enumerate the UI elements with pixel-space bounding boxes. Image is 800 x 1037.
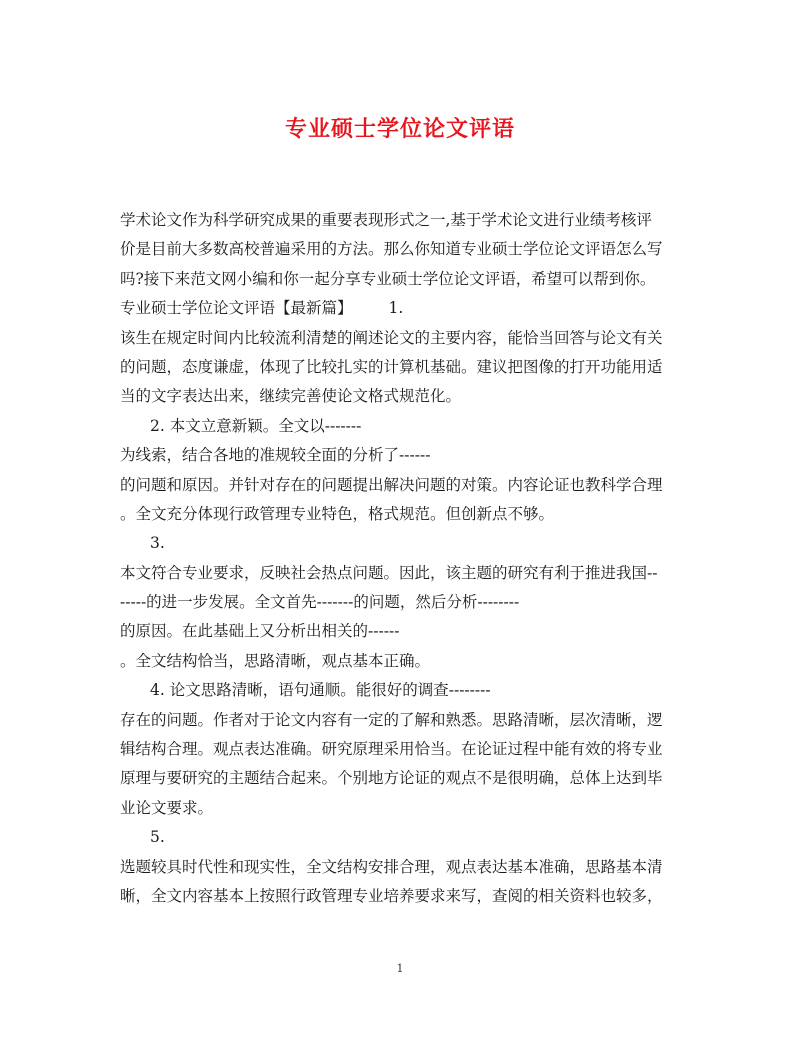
paragraph-line: 选题较具时代性和现实性，全文结构安排合理，观点表达基本准确，思路基本清	[120, 857, 663, 876]
paragraph-line: 。全文结构恰当，思路清晰，观点基本正确。	[120, 651, 431, 670]
paragraph-line: 价是目前大多数高校普遍采用的方法。那么你知道专业硕士学位论文评语怎么写	[120, 240, 663, 259]
heading-line	[120, 294, 682, 323]
paragraph-line: 该生在规定时间内比较流利清楚的阐述论文的主要内容，能恰当回答与论文有关	[120, 328, 663, 347]
paragraph-line: 晰，全文内容基本上按照行政管理专业培养要求来写，查阅的相关资料也较多，	[120, 886, 663, 905]
paragraph-line: 的问题和原因。并针对存在的问题提出解决问题的对策。内容论证也教科学合理	[120, 475, 663, 494]
paragraph-line: 业论文要求。	[120, 798, 214, 817]
document-body	[120, 206, 682, 911]
paragraph-line: -----的进一步发展。全文首先-------的问题，然后分析--------	[120, 593, 520, 612]
section-heading: 专业硕士学位论文评语【最新篇】	[120, 299, 353, 318]
paragraph-line: 。全文充分体现行政管理专业特色，格式规范。但创新点不够。	[120, 504, 555, 523]
paragraph-line: 本文符合专业要求，反映社会热点问题。因此，该主题的研究有利于推进我国--	[120, 563, 658, 582]
paragraph-line: 的问题，态度谦虚，体现了比较扎实的计算机基础。建议把图像的打开功能用适	[120, 357, 663, 376]
paragraph-line: 2. 本文立意新颖。全文以-------	[150, 416, 362, 435]
page-number: 1	[396, 962, 404, 975]
paragraph-line: 为线索，结合各地的准规较全面的分析了------	[120, 446, 431, 465]
paragraph-line: 存在的问题。作者对于论文内容有一定的了解和熟悉。思路清晰，层次清晰，逻	[120, 710, 663, 729]
item-number: 5.	[150, 828, 165, 847]
paragraph-line: 4. 论文思路清晰，语句通顺。能很好的调查--------	[150, 681, 491, 700]
paragraph-line: 辑结构合理。观点表达准确。研究原理采用恰当。在论证过程中能有效的将专业	[120, 740, 663, 759]
paragraph-line: 吗?接下来范文网小编和你一起分享专业硕士学位论文评语，希望可以帮到你。	[120, 269, 656, 288]
paragraph-line: 的原因。在此基础上又分析出相关的------	[120, 622, 400, 641]
document-title: 专业硕士学位论文评语	[284, 116, 515, 142]
paragraph-line: 原理与要研究的主题结合起来。个别地方论证的观点不是很明确，总体上达到毕	[120, 769, 663, 788]
item-number: 1.	[388, 299, 404, 318]
paragraph-line: 学术论文作为科学研究成果的重要表现形式之一,基于学术论文进行业绩考核评	[120, 211, 652, 229]
paragraph-line: 当的文字表达出来，继续完善使论文格式规范化。	[120, 387, 462, 406]
item-number: 3.	[150, 534, 165, 553]
